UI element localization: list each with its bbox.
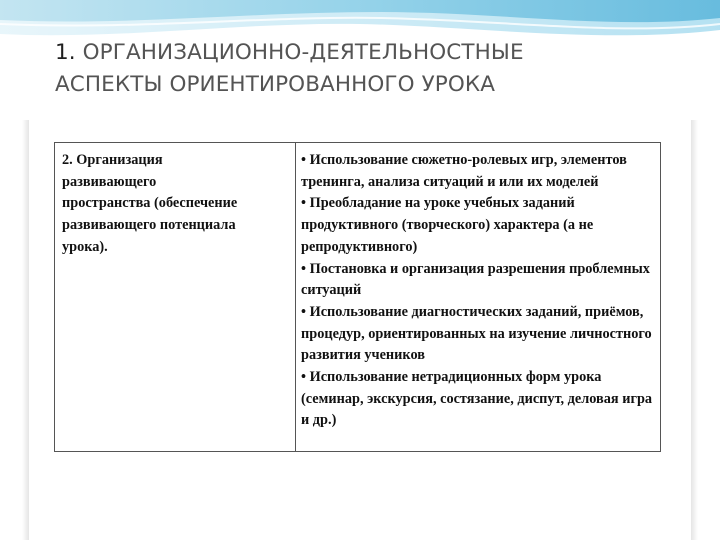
- bullet-item: [301, 367, 657, 432]
- bullet-text: Использование нетрадиционных форм урока (семинар, экскурсия, состязание, диспут, деловая игра и др.): [301, 369, 653, 429]
- bullet-text: Использование сюжетно-ролевых игр, элементов тренинга, анализа ситуаций и или их моделей: [301, 152, 627, 190]
- bullet-item: [301, 193, 657, 258]
- bullet-item: [301, 302, 657, 367]
- bullet-text: Постановка и организация разрешения проблемных ситуаций: [301, 260, 650, 299]
- bullet-text: Использование диагностических заданий, приёмов, процедур, ориентированных на изучение личностного развития учеников: [301, 303, 652, 364]
- left-cell: [62, 150, 288, 259]
- bullet-marker: •: [301, 260, 307, 277]
- bullet-marker: •: [301, 369, 307, 386]
- content-table: [54, 142, 661, 452]
- left-edge-shadow: [22, 120, 29, 540]
- bullet-marker: •: [301, 303, 307, 320]
- left-cell-line: развивающего потенциала: [62, 217, 236, 234]
- left-cell-line: развивающего: [62, 173, 157, 190]
- column-divider: [295, 143, 296, 451]
- bullet-marker: •: [301, 152, 307, 168]
- bullet-marker: •: [301, 195, 307, 212]
- slide-title: [55, 37, 675, 101]
- left-cell-line: урока).: [62, 238, 108, 255]
- bullet-item: [301, 150, 657, 193]
- bullet-item: [301, 259, 657, 302]
- left-cell-line: 2. Организация: [62, 152, 163, 168]
- title-line-1: ОРГАНИЗАЦИОННО-ДЕЯТЕЛЬНОСТНЫЕ: [75, 40, 524, 65]
- right-cell: [301, 150, 657, 432]
- bullet-text: Преобладание на уроке учебных заданий продуктивного (творческого) характера (а не репродуктивного): [301, 195, 594, 255]
- left-cell-line: пространства (обеспечение: [62, 195, 238, 212]
- title-line-2: АСПЕКТЫ ОРИЕНТИРОВАННОГО УРОКА: [55, 72, 496, 97]
- right-edge-shadow: [691, 120, 698, 540]
- title-number: 1.: [55, 40, 76, 65]
